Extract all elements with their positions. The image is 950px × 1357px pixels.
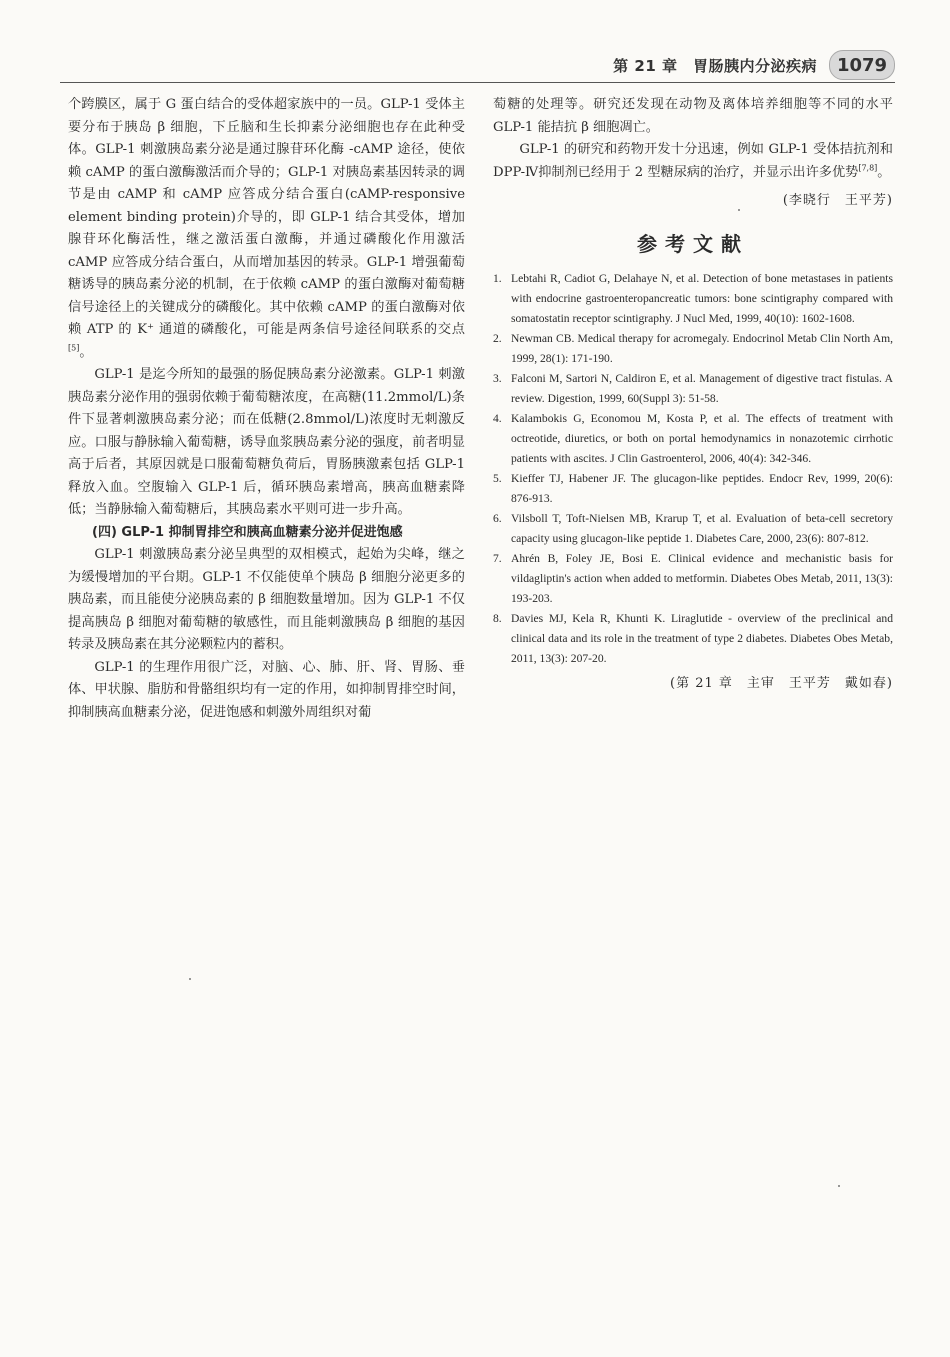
reference-text: Lebtahi R, Cadiot G, Delahaye N, et al. Detection of bone metastases in patients with endocrine gastroenteropancreatic tumors: bone scintigraphy compared with somatostatin receptor scintigraphy. J Nucl Med, 1999, 40(10): 1602-1608. — [511, 272, 893, 325]
paragraph: GLP-1 是迄今所知的最强的肠促胰岛素分泌激素。GLP-1 刺激胰岛素分泌作用的强弱依赖于葡萄糖浓度，在高糖(11.2mmol/L)条件下显著刺激胰岛素分泌；而在低糖(2.8mmol/L)浓度时无刺激反应。口服与静脉输入葡萄糖，诱导血浆胰岛素分泌的强度，前者明显高于后者，其原因就是口服葡萄糖负荷后，胃肠胰激素包括 GLP-1 释放入血。空腹输入 GLP-1 后，循环胰岛素增高，胰高血糖素降低；当静脉输入葡萄糖后，其胰岛素水平则可进一步升高。 — [68, 367, 465, 517]
left-column — [68, 94, 465, 724]
reference-item — [493, 329, 893, 369]
reference-number: 6. — [493, 512, 502, 525]
reference-item — [493, 549, 893, 609]
reference-text: Davies MJ, Kela R, Khunti K. Liraglutide - overview of the preclinical and clinical data and its role in the treatment of type 2 diabetes. Diabetes Obes Metab, 2011, 13(3): 207-20. — [511, 612, 893, 665]
page-number: 1079 — [829, 50, 895, 80]
reference-number: 3. — [493, 372, 502, 385]
chapter-title: 第 21 章 胃肠胰内分泌疾病 — [613, 57, 817, 75]
citation[interactable]: [5] — [68, 343, 80, 353]
reference-text: Kieffer TJ, Habener JF. The glucagon-like peptides. Endocr Rev, 1999, 20(6): 876-913. — [511, 472, 893, 505]
reference-number: 7. — [493, 552, 502, 565]
section-heading: (四) GLP-1 抑制胃排空和胰高血糖素分泌并促进饱感 — [92, 524, 403, 540]
reference-text: Kalambokis G, Economou M, Kosta P, et al. The effects of treatment with octreotide, diuretics, or both on portal hemodynamics in nonazotemic cirrhotic patients with ascites. J Clin Gastroenterol, 2006, 40(4): 342-346. — [511, 412, 893, 465]
reference-item — [493, 509, 893, 549]
citation[interactable]: [7,8] — [858, 163, 878, 173]
paragraph: 个跨膜区，属于 G 蛋白结合的受体超家族中的一员。GLP-1 受体主要分布于胰岛 β 细胞，下丘脑和生长抑素分泌细胞也存在此种受体。GLP-1 刺激胰岛素分泌是通过腺苷环化酶 -cAMP 途径，使依赖 cAMP 的蛋白激酶激活而介导的；GLP-1 对胰岛素基因转录的调节是由 cAMP 和 cAMP 应答成分结合蛋白(cAMP-responsive element binding protein)介导的，即 GLP-1 结合其受体，增加腺苷环化酶活性，继之激活蛋白激酶，并通过磷酸化作用激活 cAMP 应答成分结合蛋白，从而增加基因的转录。GLP-1 增强葡萄糖诱导的胰岛素分泌的机制，在于依赖 cAMP 的蛋白激酶对葡萄糖信号途径上的关键成分的磷酸化。其中依赖 cAMP 的蛋白激酶对依赖 ATP 的 K⁺ 通道的磷酸化，可能是两条信号途径间联系的交点[5]。 — [68, 97, 465, 360]
page-header — [60, 52, 895, 83]
reference-item — [493, 609, 893, 669]
paragraph: GLP-1 刺激胰岛素分泌呈典型的双相模式，起始为尖峰，继之为缓慢增加的平台期。GLP-1 不仅能使单个胰岛 β 细胞分泌更多的胰岛素，而且能使分泌胰岛素的 β 细胞数量增加。因为 GLP-1 不仅提高胰岛 β 细胞对葡萄糖的敏感性，而且能刺激胰岛 β 细胞的基因转录及胰岛素在其分泌颗粒内的蓄积。 — [68, 547, 465, 652]
chapter-signoff: (第 21 章 主审 王平芳 戴如春) — [670, 676, 893, 691]
references-title: 参考文献 — [637, 231, 749, 256]
reference-number: 2. — [493, 332, 502, 345]
reference-number: 4. — [493, 412, 502, 425]
references-list — [493, 269, 893, 669]
reference-number: 8. — [493, 612, 502, 625]
paragraph: GLP-1 的研究和药物开发十分迅速，例如 GLP-1 受体拮抗剂和 DPP-Ⅳ抑制剂已经用于 2 型糖尿病的治疗，并显示出许多优势[7,8]。 — [493, 142, 893, 180]
scan-speck — [189, 978, 191, 980]
reference-text: Newman CB. Medical therapy for acromegaly. Endocrinol Metab Clin North Am, 1999, 28(1): 171-190. — [511, 332, 893, 365]
reference-number: 5. — [493, 472, 502, 485]
reference-item — [493, 469, 893, 509]
reference-text: Ahrén B, Foley JE, Bosi E. Clinical evidence and mechanistic basis for vildagliptin's action when added to metformin. Diabetes Obes Metab, 2011, 13(3): 193-203. — [511, 552, 893, 605]
reference-item — [493, 269, 893, 329]
reference-text: Vilsboll T, Toft-Nielsen MB, Krarup T, et al. Evaluation of beta-cell secretory capacity using glucagon-like peptide 1. Diabetes Care, 2000, 23(6): 807-812. — [511, 512, 893, 545]
scan-speck — [838, 1185, 840, 1187]
author-line: (李晓行 王平芳) — [782, 193, 893, 208]
reference-item — [493, 409, 893, 469]
paragraph: GLP-1 的生理作用很广泛，对脑、心、肺、肝、肾、胃肠、垂体、甲状腺、脂肪和骨骼组织均有一定的作用，如抑制胃排空时间，抑制胰高血糖素分泌，促进饱感和刺激外周组织对葡 — [68, 659, 465, 720]
reference-text: Falconi M, Sartori N, Caldiron E, et al. Management of digestive tract fistulas. A review. Digestion, 1999, 60(Suppl 3): 51-58. — [511, 372, 893, 405]
reference-number: 1. — [493, 272, 502, 285]
paragraph: 萄糖的处理等。研究还发现在动物及离体培养细胞等不同的水平 GLP-1 能拮抗 β 细胞凋亡。 — [493, 97, 893, 135]
reference-item — [493, 369, 893, 409]
scan-speck — [738, 209, 740, 211]
right-column — [493, 94, 893, 696]
